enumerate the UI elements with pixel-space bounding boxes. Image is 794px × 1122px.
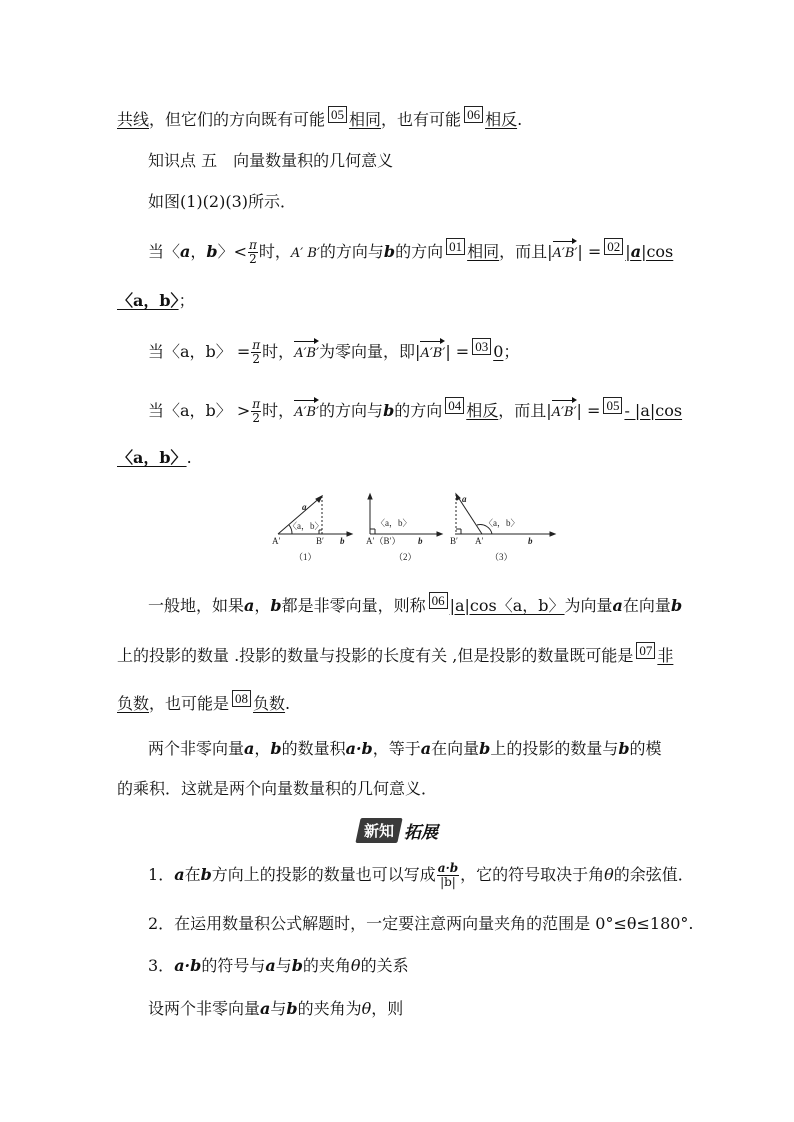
fig3-label-a-prime: A′ <box>475 536 484 546</box>
fig2-label-b: b <box>418 536 423 546</box>
text: 当〈a，b〉 > <box>148 401 251 420</box>
var-b: b <box>618 739 630 758</box>
var-b: b <box>286 999 298 1018</box>
extension-item-2: 2．在运用数量积公式解题时，一定要注意两向量夹角的范围是 0°≤θ≤180°. <box>148 914 694 933</box>
text: ，而且| <box>498 401 552 420</box>
var-a: a <box>180 242 191 261</box>
text: | = <box>445 342 470 361</box>
var-a: a <box>612 596 623 615</box>
text: 的数量积 <box>281 739 346 758</box>
vector-a-prime-b-prime: A′B′ <box>420 340 445 366</box>
text: | = <box>577 242 602 261</box>
var-theta: θ <box>350 956 361 975</box>
text: 当〈a，b〉 = <box>148 342 251 361</box>
answer-same: 相同 <box>467 242 500 261</box>
text: ， <box>254 739 271 758</box>
dot-product: a·b <box>345 739 373 758</box>
text: ； <box>178 291 195 310</box>
text: ，等于 <box>372 739 421 758</box>
answer-formula: |a|cos〈a，b〉 <box>449 596 565 615</box>
text: 时， <box>258 242 291 261</box>
extension-label: 拓展 <box>404 823 439 843</box>
case-acute <box>148 238 673 266</box>
answer-box: 02 <box>604 238 623 255</box>
answer-box: 06 <box>464 106 483 123</box>
extension-title <box>358 818 438 843</box>
text: 与 <box>270 999 287 1018</box>
text: 在 <box>184 865 201 884</box>
fig3-caption: （3） <box>490 552 513 562</box>
projection-label: A′ B′ <box>290 246 320 261</box>
text: 当〈 <box>148 242 181 261</box>
projection-def-line2 <box>117 642 673 668</box>
answer-box: 03 <box>472 338 491 355</box>
text: 的方向与 <box>319 242 384 261</box>
fig2-label-a-prime-b-prime: A′（B′） <box>366 536 401 546</box>
answer-opposite: 相反 <box>485 110 518 129</box>
fraction-pi-2: $\frac{\pi}{2}$ <box>249 238 257 266</box>
extension-item-1 <box>148 862 694 889</box>
text: . <box>517 110 523 129</box>
text: 方向上的投影的数量也可以写成 <box>211 865 436 884</box>
section-heading: 知识点 五 向量数量积的几何意义 <box>148 151 394 170</box>
var-a: a <box>265 956 276 975</box>
projection-def-line1 <box>148 592 682 618</box>
text: | = <box>576 401 601 420</box>
var-a: a <box>174 865 185 884</box>
answer-formula: |a|cos <box>625 242 674 261</box>
fraction-projection: $\frac{a\cdot b}{|b|}$ <box>437 861 459 889</box>
fraction-pi-2: $\frac{\pi}{2}$ <box>252 397 261 425</box>
var-a: a <box>244 596 255 615</box>
answer-formula: - |a|cos <box>624 401 683 420</box>
answer-box: 05 <box>603 397 622 414</box>
text: 1 <box>148 865 159 884</box>
answer-box: 01 <box>446 238 465 255</box>
answer-opposite: 相反 <box>466 401 499 420</box>
projection-figure <box>270 488 560 568</box>
fig3-label-b: b <box>528 536 533 546</box>
text: ，也可能是 <box>149 694 230 713</box>
text: 设两个非零向量 <box>148 999 261 1018</box>
text: ， <box>254 596 271 615</box>
vector-a-prime-b-prime: A′B′ <box>553 240 578 266</box>
fig1-label-angle: 〈a，b〉 <box>288 521 324 531</box>
case-obtuse-cont <box>117 446 192 470</box>
var-theta: θ <box>604 865 614 884</box>
text: ，而且| <box>499 242 553 261</box>
fig1-label-a: a <box>302 502 307 512</box>
answer-box: 06 <box>429 592 448 609</box>
intro-text: 如图(1)(2)(3)所示． <box>148 192 296 211</box>
case-acute-cont <box>117 289 195 313</box>
answer-box: 05 <box>328 106 347 123</box>
answer-angle: 〈a，b〉 <box>117 291 179 310</box>
text: ，但它们的方向既有可能 <box>149 110 326 129</box>
var-b: b <box>291 956 303 975</box>
text: 在向量 <box>431 739 480 758</box>
extension-item-4 <box>148 997 403 1021</box>
extension-item-3 <box>148 954 409 978</box>
dot-product: a·b <box>174 956 202 975</box>
var-b: b <box>200 865 212 884</box>
answer-negative: 负数 <box>253 694 286 713</box>
fig3-label-b-prime: B′ <box>450 536 458 546</box>
text: ； <box>503 342 520 361</box>
var-b: b <box>270 596 282 615</box>
text: 〉< <box>217 242 248 261</box>
answer-angle: 〈a，b〉 <box>117 448 187 467</box>
text: 的方向与 <box>319 401 384 420</box>
text: 的方向 <box>395 242 444 261</box>
answer-box: 07 <box>636 642 655 659</box>
text: . <box>186 448 192 467</box>
case-right <box>148 338 519 366</box>
text: ，也有可能 <box>381 110 462 129</box>
var-b: b <box>383 242 396 261</box>
fraction-pi-2: $\frac{\pi}{2}$ <box>252 338 261 366</box>
vector-a-prime-b-prime: A′B′ <box>294 399 319 425</box>
text: . <box>285 694 291 713</box>
text: ． <box>158 865 175 884</box>
geometric-meaning-line2: 的乘积．这就是两个向量数量积的几何意义． <box>117 779 438 798</box>
var-b: b <box>270 739 282 758</box>
geometric-meaning-line1 <box>148 737 662 761</box>
var-a: a <box>420 739 432 758</box>
text: 的夹角 <box>302 956 351 975</box>
text: 一般地，如果 <box>148 596 245 615</box>
text: 的符号与 <box>201 956 266 975</box>
text: 上的投影的数量 .投影的数量与投影的长度有关 ,但是投影的数量既可能是 <box>117 646 634 665</box>
text: 的余弦值． <box>613 865 694 884</box>
text: 在向量 <box>622 596 671 615</box>
var-b: b <box>383 401 395 420</box>
new-knowledge-badge: 新知 <box>355 818 402 843</box>
text: 为向量 <box>564 596 613 615</box>
text: 时， <box>262 342 295 361</box>
fig3-label-angle: 〈a，b〉 <box>484 518 520 528</box>
text: 上的投影的数量与 <box>490 739 619 758</box>
fig1-label-b-prime: B′ <box>316 536 324 546</box>
var-a: a <box>244 739 255 758</box>
text: ，则 <box>371 999 404 1018</box>
answer-box: 04 <box>445 397 464 414</box>
answer-nonnegative: 非 <box>657 646 674 665</box>
text: ，它的符号取决于角 <box>460 865 605 884</box>
text: ， <box>190 242 207 261</box>
case-obtuse <box>148 397 682 425</box>
answer-zero: 0 <box>493 342 504 361</box>
text: 的关系 <box>360 956 409 975</box>
answer-nonnegative: 负数 <box>117 694 150 713</box>
vector-a-prime-b-prime: A′B′ <box>294 340 319 366</box>
text: 时， <box>262 401 295 420</box>
fig2-label-angle: 〈a，b〉 <box>376 518 412 528</box>
var-theta: θ <box>361 999 372 1018</box>
var-b: b <box>206 242 218 261</box>
fig1-caption: （1） <box>294 552 317 562</box>
text: 与 <box>275 956 292 975</box>
fig1-label-b: b <box>340 536 345 546</box>
text: 3． <box>148 956 175 975</box>
paragraph-collinear <box>117 106 522 132</box>
fig1-label-a-prime: A′ <box>272 536 281 546</box>
text: 为零向量，即| <box>319 342 421 361</box>
answer-same: 相同 <box>349 110 382 129</box>
answer-box: 08 <box>232 690 251 707</box>
fig3-label-a: a <box>462 494 467 504</box>
var-a: a <box>260 999 271 1018</box>
projection-def-line3 <box>117 690 290 716</box>
text: 都是非零向量，则称 <box>281 596 426 615</box>
text: 两个非零向量 <box>148 739 245 758</box>
fig2-caption: （2） <box>394 552 417 562</box>
text-collinear: 共线 <box>117 110 150 129</box>
text: 的夹角为 <box>297 999 362 1018</box>
vector-a-prime-b-prime: A′B′ <box>552 399 577 425</box>
text: 的模 <box>629 739 662 758</box>
var-b: b <box>670 596 683 615</box>
text: 的方向 <box>394 401 443 420</box>
var-b: b <box>479 739 491 758</box>
